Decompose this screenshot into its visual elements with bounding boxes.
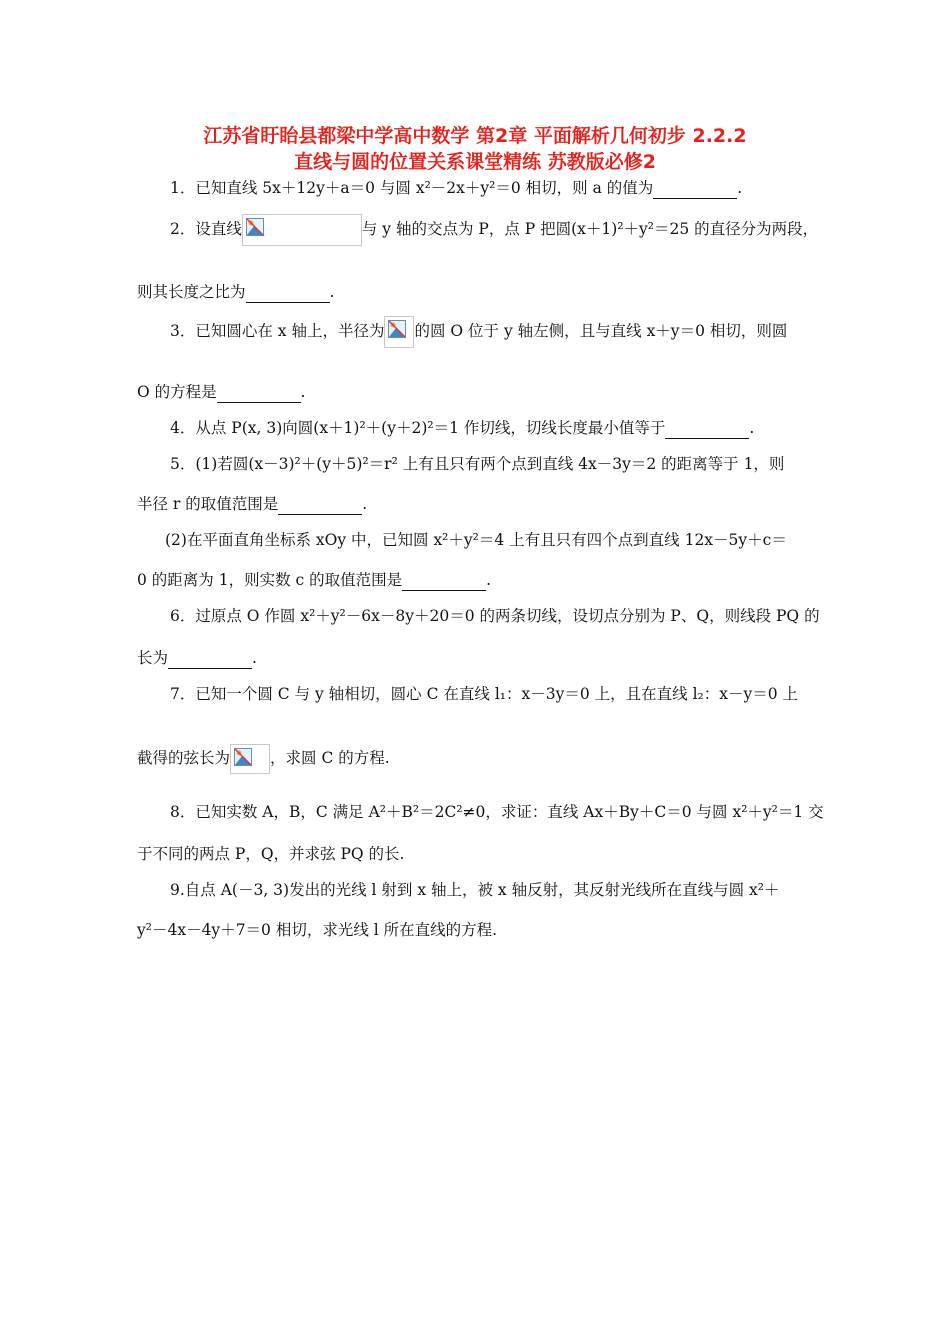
- question-1: 1．已知直线 5x＋12y＋a＝0 与圆 x²－2x＋y²＝0 相切，则 a 的值为 .: [170, 179, 743, 197]
- question-8: 8．已知实数 A，B，C 满足 A²＋B²＝2C²≠0，求证：直线 Ax＋By＋C＝0 与圆 x²＋y²＝1 交: [170, 803, 824, 821]
- question-5-part-2: (2)在平面直角坐标系 xOy 中，已知圆 x²＋y²＝4 上有且只有四个点到直线 12x－5y＋c＝: [165, 531, 787, 549]
- broken-image-icon: [234, 748, 252, 766]
- question-6-line-2: 长为 .: [137, 649, 257, 667]
- question-9: 9.自点 A(－3, 3)发出的光线 l 射到 x 轴上，被 x 轴反射，其反射光线所在直线与圆 x²＋: [170, 881, 780, 899]
- question-3: 3．已知圆心在 x 轴上，半径为 的圆 O 位于 y 轴左侧，且与直线 x＋y＝0 相切，则圆: [170, 316, 787, 348]
- broken-image-icon: [388, 320, 406, 338]
- image-placeholder: [384, 316, 414, 348]
- question-8-line-2: 于不同的两点 P，Q，并求弦 PQ 的长.: [137, 845, 405, 863]
- title-line-2: 直线与圆的位置关系课堂精练 苏教版必修2: [294, 151, 656, 173]
- broken-image-icon: [246, 218, 264, 236]
- answer-blank: [653, 178, 737, 199]
- answer-blank: [278, 494, 362, 515]
- question-2-line-2: 则其长度之比为 .: [137, 283, 335, 301]
- question-5-line-2: 半径 r 的取值范围是 .: [137, 495, 368, 513]
- answer-blank: [217, 382, 301, 403]
- question-3-line-2: O 的方程是 .: [137, 383, 306, 401]
- image-placeholder: [230, 744, 270, 774]
- image-placeholder: [242, 214, 362, 246]
- question-6: 6．过原点 O 作圆 x²＋y²－6x－8y＋20＝0 的两条切线，设切点分别为 P、Q，则线段 PQ 的: [170, 607, 820, 625]
- question-7: 7．已知一个圆 C 与 y 轴相切，圆心 C 在直线 l₁：x－3y＝0 上，且在直线 l₂：x－y＝0 上: [170, 685, 799, 703]
- question-4: 4．从点 P(x, 3)向圆(x＋1)²＋(y＋2)²＝1 作切线，切线长度最小值等于 .: [170, 419, 755, 437]
- question-7-line-2: 截得的弦长为 ，求圆 C 的方程.: [137, 744, 390, 774]
- answer-blank: [402, 570, 486, 591]
- question-2: 2．设直线 与 y 轴的交点为 P，点 P 把圆(x＋1)²＋y²＝25 的直径分为两段，: [170, 214, 818, 246]
- title-line-1: 江苏省盱眙县都梁中学高中数学 第2章 平面解析几何初步 2.2.2: [203, 125, 747, 147]
- answer-blank: [168, 648, 252, 669]
- question-9-line-2: y²－4x－4y＋7＝0 相切，求光线 l 所在直线的方程.: [137, 921, 498, 939]
- answer-blank: [246, 282, 330, 303]
- question-1-text: 1．已知直线 5x＋12y＋a＝0 与圆 x²－2x＋y²＝0 相切，则 a 的值为: [170, 179, 654, 197]
- question-5-line-4: 0 的距离为 1，则实数 c 的取值范围是 .: [137, 571, 492, 589]
- answer-blank: [665, 418, 749, 439]
- question-5: 5．(1)若圆(x－3)²＋(y＋5)²＝r² 上有且只有两个点到直线 4x－3y＝2 的距离等于 1，则: [170, 455, 785, 473]
